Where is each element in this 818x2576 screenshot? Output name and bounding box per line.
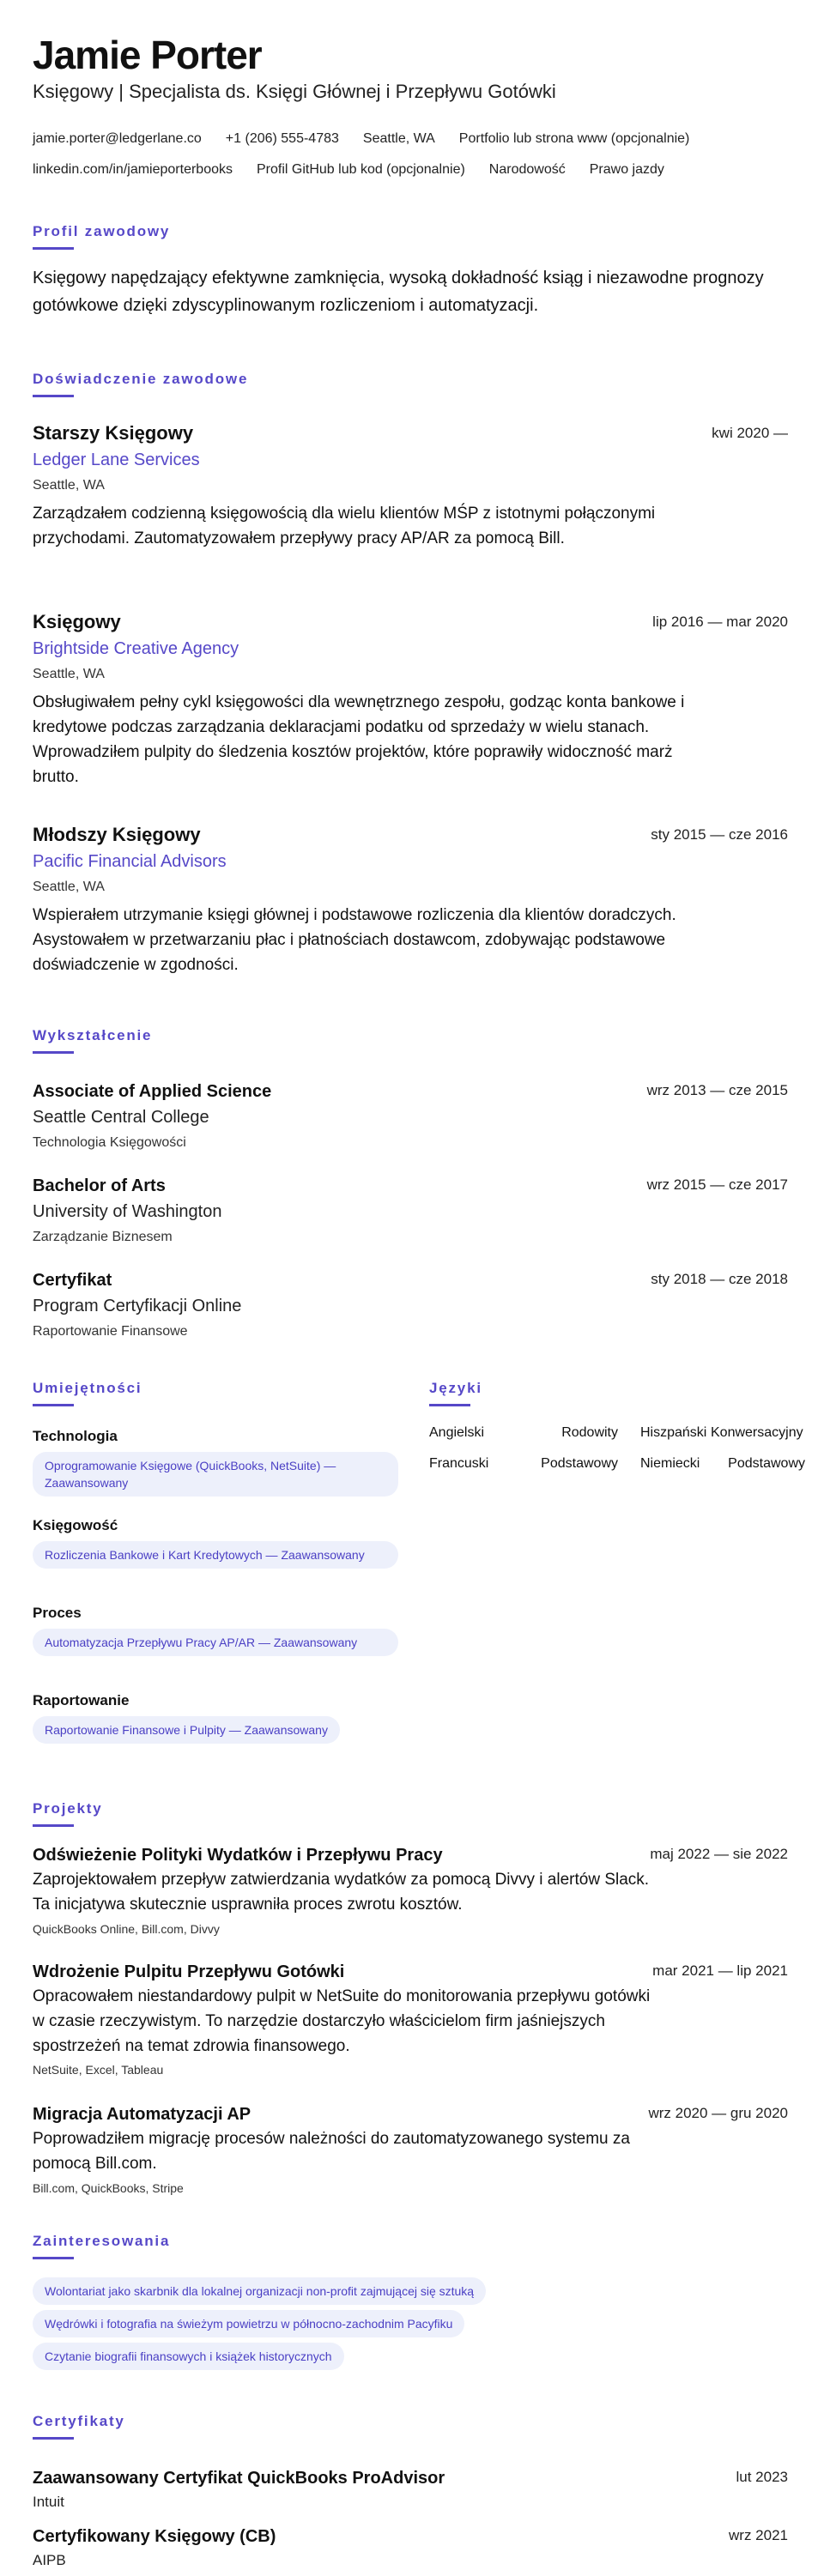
certificate-date: lut 2023: [736, 2469, 788, 2485]
job-description: Zarządzałem codzienną księgowością dla wielu klientów MŚP z istotnymi połączonymi przychodami. Zautomatyzowałem przepływy pracy AP/AR za pomocą Bill.: [33, 505, 656, 547]
job-company: Brightside Creative Agency: [33, 639, 239, 658]
certificate-name: Zaawansowany Certyfikat QuickBooks ProAdvisor: [33, 2469, 445, 2488]
education-school: Seattle Central College: [33, 1108, 209, 1127]
project-tech: QuickBooks Online, Bill.com, Divvy: [33, 1922, 220, 1936]
job-title: Starszy Księgowy: [33, 422, 194, 444]
job-description: Obsługiwałem pełny cykl księgowości dla wewnętrznego zespołu, godząc konta bankowe i kredytowe podczas zarządzania deklaracjami podatku od sprzedaży w wielu stanach. Wprowadziłem pulpity do śledzenia kosztów projektów, które poprawiły widoczność marż brutto.: [33, 693, 685, 786]
project-name: Odświeżenie Polityki Wydatków i Przepływu Pracy: [33, 1846, 443, 1865]
job-location: Seattle, WA: [33, 478, 105, 493]
job-location: Seattle, WA: [33, 667, 105, 681]
language-name: Niemiecki: [640, 1456, 700, 1471]
language-level: Podstawowy: [728, 1456, 805, 1471]
education-school: Program Certyfikacji Online: [33, 1297, 242, 1315]
profile-divider: [33, 247, 74, 250]
language-name: Hiszpański: [640, 1425, 707, 1440]
contact-phone[interactable]: +1 (206) 555-4783: [225, 131, 339, 146]
education-heading: Wykształcenie: [33, 1027, 153, 1043]
education-field: Zarządzanie Biznesem: [33, 1230, 173, 1244]
resume-page: [33, 0, 805, 2576]
skills-heading: Umiejętności: [33, 1380, 142, 1396]
project-name: Migracja Automatyzacji AP: [33, 2105, 251, 2124]
job-location: Seattle, WA: [33, 880, 105, 894]
certificate-issuer: Intuit: [33, 2494, 64, 2510]
education-degree: Bachelor of Arts: [33, 1176, 166, 1195]
interests-heading: Zainteresowania: [33, 2233, 171, 2249]
language-name: Francuski: [429, 1456, 489, 1471]
skill-pill: Automatyzacja Przepływu Pracy AP/AR — Zaawansowany: [33, 1629, 398, 1656]
skill-pill: Oprogramowanie Księgowe (QuickBooks, NetSuite) — Zaawansowany: [33, 1452, 398, 1497]
interest-pill: Wolontariat jako skarbnik dla lokalnej organizacji non-profit zajmującej się sztuką: [33, 2277, 486, 2305]
job-date: sty 2015 — cze 2016: [651, 826, 788, 843]
skill-category: Księgowość: [33, 1517, 118, 1533]
certificates-heading: Certyfikaty: [33, 2413, 125, 2429]
project-tech: NetSuite, Excel, Tableau: [33, 2063, 164, 2077]
project-description: Opracowałem niestandardowy pulpit w NetSuite do monitorowania przepływu gotówki w czasie rzeczywistym. To narzędzie dostarczyło właścicielom firm jaśniejszych spostrzeżeń na temat zdrowia finansowego.: [33, 1987, 651, 2055]
project-name: Wdrożenie Pulpitu Przepływu Gotówki: [33, 1962, 345, 1981]
interest-pill: Wędrówki i fotografia na świeżym powietrzu w północno-zachodnim Pacyfiku: [33, 2310, 464, 2337]
job-company: Ledger Lane Services: [33, 450, 200, 469]
profile-summary: Księgowy napędzający efektywne zamknięcia, wysoką dokładność ksiąg i niezawodne prognozy gotówkowe dzięki zdyscyplinowanym rozliczeniom i automatyzacji.: [33, 269, 764, 315]
project-description: Poprowadziłem migrację procesów należności do zautomatyzowanego systemu za pomocą Bill.com.: [33, 2130, 630, 2173]
skill-category: Technologia: [33, 1428, 118, 1444]
interests-divider: [33, 2257, 74, 2259]
education-divider: [33, 1051, 74, 1054]
project-tech: Bill.com, QuickBooks, Stripe: [33, 2181, 184, 2195]
projects-heading: Projekty: [33, 1800, 103, 1817]
languages-heading: Języki: [429, 1380, 482, 1396]
skill-pill: Raportowanie Finansowe i Pulpity — Zaawansowany: [33, 1716, 340, 1744]
contact-driving-license: Prawo jazdy: [589, 162, 664, 177]
certificate-date: wrz 2021: [729, 2527, 788, 2543]
project-date: mar 2021 — lip 2021: [652, 1962, 788, 1979]
education-school: University of Washington: [33, 1202, 222, 1221]
contact-list: [33, 124, 805, 185]
certificate-name: Certyfikowany Księgowy (CB): [33, 2527, 276, 2546]
job-company: Pacific Financial Advisors: [33, 852, 227, 871]
profile-heading: Profil zawodowy: [33, 223, 171, 239]
certificate-issuer: AIPB: [33, 2552, 66, 2568]
education-degree: Associate of Applied Science: [33, 1082, 272, 1101]
skills-divider: [33, 1404, 74, 1406]
project-description: Zaprojektowałem przepływ zatwierdzania wydatków za pomocą Divvy i alertów Slack. Ta inicjatywa skutecznie usprawniła proces zwrotu kosztów.: [33, 1871, 650, 1914]
contact-portfolio[interactable]: Portfolio lub strona www (opcjonalnie): [458, 131, 690, 146]
education-degree: Certyfikat: [33, 1271, 112, 1290]
project-date: wrz 2020 — gru 2020: [648, 2105, 788, 2121]
project-date: maj 2022 — sie 2022: [650, 1846, 788, 1862]
job-date: kwi 2020 —: [712, 425, 788, 441]
candidate-tagline: Księgowy | Specjalista ds. Księgi Głównej i Przepływu Gotówki: [33, 81, 556, 102]
language-name: Angielski: [429, 1425, 485, 1440]
contact-email[interactable]: jamie.porter@ledgerlane.co: [33, 131, 202, 146]
contact-nationality: Narodowość: [488, 162, 566, 177]
experience-divider: [33, 395, 74, 397]
projects-divider: [33, 1824, 74, 1827]
education-date: wrz 2015 — cze 2017: [646, 1176, 788, 1193]
education-field: Raportowanie Finansowe: [33, 1324, 188, 1339]
job-title: Młodszy Księgowy: [33, 824, 201, 845]
interest-pill: Czytanie biografii finansowych i książek historycznych: [33, 2343, 344, 2370]
skill-category: Raportowanie: [33, 1692, 130, 1708]
job-title: Księgowy: [33, 611, 121, 632]
skill-pill: Rozliczenia Bankowe i Kart Kredytowych — Zaawansowany: [33, 1541, 398, 1569]
candidate-name: Jamie Porter: [33, 33, 262, 77]
education-date: wrz 2013 — cze 2015: [646, 1082, 788, 1098]
certificates-divider: [33, 2437, 74, 2440]
contact-github[interactable]: Profil GitHub lub kod (opcjonalnie): [257, 162, 465, 177]
language-level: Podstawowy: [541, 1456, 618, 1471]
contact-linkedin[interactable]: linkedin.com/in/jamieporterbooks: [33, 162, 233, 177]
languages-divider: [429, 1404, 470, 1406]
education-field: Technologia Księgowości: [33, 1135, 186, 1150]
job-date: lip 2016 — mar 2020: [652, 614, 788, 630]
education-date: sty 2018 — cze 2018: [651, 1271, 788, 1287]
contact-location: Seattle, WA: [362, 131, 435, 146]
job-description: Wspierałem utrzymanie księgi głównej i podstawowe rozliczenia dla klientów doradczych. Asystowałem w przetwarzaniu płac i płatnościach dostawcom, zdobywając podstawowe doświadczenie w zgodności.: [33, 906, 676, 974]
experience-heading: Doświadczenie zawodowe: [33, 371, 249, 387]
skill-category: Proces: [33, 1605, 82, 1621]
language-level: Konwersacyjny: [711, 1425, 803, 1440]
language-level: Rodowity: [561, 1425, 618, 1440]
